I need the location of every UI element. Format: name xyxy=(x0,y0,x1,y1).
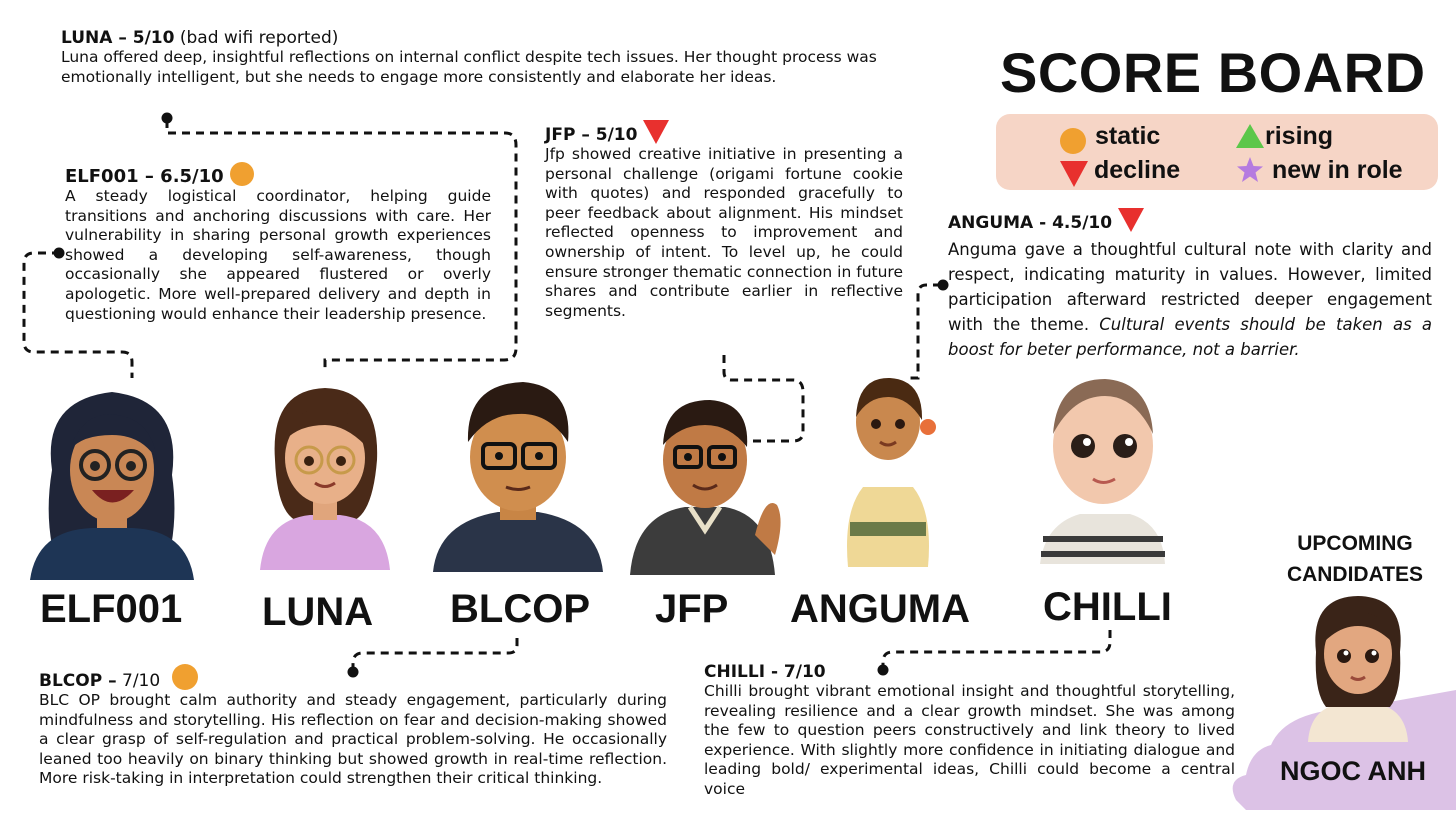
scoreboard-title: SCORE BOARD xyxy=(1000,41,1426,104)
note-blcop-label: BLCOP – xyxy=(39,671,117,691)
luna-avatar xyxy=(255,380,395,570)
note-blcop-heading xyxy=(39,664,667,691)
note-anguma-text: Anguma gave a thoughtful cultural note with clarity and respect, indicating maturity in values. However, limited participation afterward restricted deeper engagement with the theme. xyxy=(948,240,1432,334)
note-elf001-heading xyxy=(65,162,491,187)
note-blcop xyxy=(39,664,667,789)
elf001-avatar xyxy=(22,380,202,580)
note-blcop-score: 7/10 xyxy=(116,671,161,691)
note-luna xyxy=(61,28,946,87)
member-name-chilli: CHILLI xyxy=(1043,585,1172,629)
decline-status-icon xyxy=(1118,208,1144,232)
note-luna-score: LUNA – 5/10 xyxy=(61,28,175,48)
legend-rising-label: rising xyxy=(1265,122,1334,150)
note-anguma-score: ANGUMA - 4.5/10 xyxy=(948,213,1113,233)
note-chilli-text: Chilli brought vibrant emotional insight and thoughtful storytelling, revealing resilience and a clear growth mindset. She was among the few to question peers constructively and link theory to lived experience. With slightly more confidence in initiating dialogue and leading bold/ experimental ideas, Chilli could become a central voice xyxy=(704,682,1235,798)
member-name-elf001: ELF001 xyxy=(40,587,183,631)
upcoming-label-line1: UPCOMING xyxy=(1297,532,1413,555)
chilli-avatar xyxy=(1035,374,1170,564)
note-elf001 xyxy=(65,162,491,324)
note-jfp-heading xyxy=(545,120,903,145)
upcoming-candidates-label xyxy=(1270,528,1440,590)
note-anguma-body xyxy=(948,237,1432,362)
member-name-anguma: ANGUMA xyxy=(790,587,970,631)
legend-decline-label: decline xyxy=(1094,156,1181,184)
legend-static-label: static xyxy=(1095,122,1161,150)
static-status-icon xyxy=(172,664,198,690)
note-anguma-heading xyxy=(948,208,1432,233)
note-luna-remark: (bad wifi reported) xyxy=(174,28,339,48)
note-jfp-score: JFP – 5/10 xyxy=(545,125,638,145)
blcop-avatar xyxy=(428,372,608,572)
note-elf001-score: ELF001 – 6.5/10 xyxy=(65,166,224,187)
decline-status-icon xyxy=(643,120,669,144)
legend-new-in-role-label: new in role xyxy=(1272,156,1403,184)
note-anguma xyxy=(948,208,1432,362)
candidate-name-ngoc-anh: NGOC ANH xyxy=(1280,756,1426,786)
note-anguma-italic: Cultural events should be taken as a boost for beter performance, not a barrier. xyxy=(948,315,1432,359)
note-chilli xyxy=(704,662,1235,800)
upcoming-label-line2: CANDIDATES xyxy=(1286,563,1424,586)
note-chilli-heading: CHILLI - 7/10 xyxy=(704,662,826,682)
member-name-jfp: JFP xyxy=(655,587,729,631)
ngoc-anh-avatar xyxy=(1298,592,1418,742)
note-jfp xyxy=(545,120,903,321)
member-name-luna: LUNA xyxy=(262,590,374,634)
anguma-avatar xyxy=(828,372,948,567)
note-elf001-text: A steady logistical coordinator, helping guide transitions and anchoring discussions with care. Her vulnerability in sharing personal growth experiences showed a developing self-awareness, though occasionally she appeared flustered or overly apologetic. More well-prepared delivery and depth in questioning would enhance their leadership presence. xyxy=(65,187,491,323)
note-blcop-text: BLC OP brought calm authority and steady engagement, particularly during mindfulness and storytelling. His reflection on fear and decision-making showed a clear grasp of self-regulation and practical problem-solving. He occasionally leaned too heavily on binary thinking but showed growth in real-time reflection. More risk-taking in interpretation could strengthen their critical thinking. xyxy=(39,691,667,788)
note-luna-text: Luna offered deep, insightful reflections on internal conflict despite tech issues. Her thought process was emotionally intelligent, but she needs to engage more consistently and elaborate her ideas. xyxy=(61,48,877,86)
static-status-icon xyxy=(230,162,254,186)
note-luna-heading xyxy=(61,28,946,48)
note-jfp-text: Jfp showed creative initiative in presenting a personal challenge (origami fortune cookie with quotes) and responded gracefully to peer feedback about alignment. His mindset reflected openness to improvement and ownership of intent. To level up, he could ensure stronger thematic connection in future shares and contribute earlier in reflective segments. xyxy=(545,145,903,320)
jfp-avatar xyxy=(625,385,795,575)
member-name-blcop: BLCOP xyxy=(450,587,590,631)
